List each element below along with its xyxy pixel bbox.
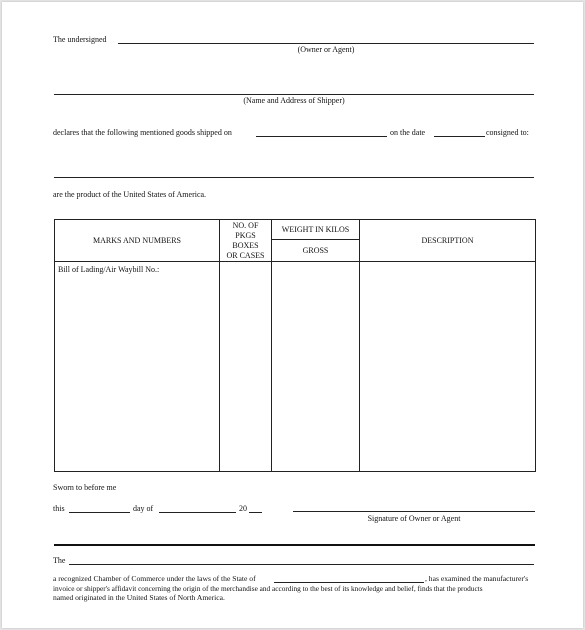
- undersigned-label: The undersigned: [53, 35, 107, 44]
- form-page: [2, 2, 583, 628]
- col-header-gross: GROSS: [272, 240, 360, 262]
- chamber-line-2: invoice or shipper's affidavit concerning the origin of the merchandise and according to the best of its knowledge and belief, finds that the products: [53, 584, 483, 593]
- section-divider: [54, 544, 535, 546]
- declares-label: declares that the following mentioned goods shipped on: [53, 128, 232, 137]
- chamber-line-3: named originated in the United States of North America.: [53, 593, 225, 602]
- chamber-line-1a: a recognized Chamber of Commerce under the laws of the State of: [53, 574, 256, 583]
- this-label: this: [53, 504, 65, 513]
- shipper-caption: (Name and Address of Shipper): [243, 96, 345, 105]
- pkgs-line-4: OR CASES: [226, 250, 265, 260]
- col-header-weight: WEIGHT IN KILOS: [272, 220, 360, 240]
- state-input-line[interactable]: [274, 582, 424, 583]
- signature-input-line[interactable]: [293, 511, 535, 512]
- owner-agent-caption: (Owner or Agent): [297, 45, 355, 54]
- sworn-label: Sworn to before me: [53, 483, 117, 492]
- undersigned-input-line[interactable]: [118, 43, 534, 44]
- consigned-label: consigned to:: [486, 128, 529, 137]
- shipped-on-input-line[interactable]: [256, 136, 387, 137]
- pkgs-cell[interactable]: [220, 262, 272, 472]
- signature-caption: Signature of Owner or Agent: [367, 514, 461, 523]
- the-label: The: [53, 556, 66, 565]
- shipper-input-line[interactable]: [54, 94, 534, 95]
- day-of-label: day of: [133, 504, 154, 513]
- year-prefix: 20: [239, 504, 247, 513]
- pkgs-line-1: NO. OF: [232, 220, 259, 230]
- product-statement: are the product of the United States of America.: [53, 190, 207, 199]
- month-input-line[interactable]: [159, 512, 236, 513]
- col-header-description: DESCRIPTION: [360, 220, 536, 262]
- col-header-marks: MARKS AND NUMBERS: [55, 220, 220, 262]
- bill-of-lading-label: Bill of Lading/Air Waybill No.:: [58, 265, 160, 274]
- chamber-name-input-line[interactable]: [69, 564, 534, 565]
- on-date-label: on the date: [390, 128, 426, 137]
- day-input-line[interactable]: [69, 512, 130, 513]
- marks-cell[interactable]: [55, 262, 220, 472]
- consignee-input-line[interactable]: [54, 177, 534, 178]
- description-cell[interactable]: [360, 262, 536, 472]
- pkgs-line-2: PKGS: [235, 230, 256, 240]
- pkgs-line-3: BOXES: [232, 240, 259, 250]
- year-input-line[interactable]: [249, 512, 262, 513]
- date-input-line[interactable]: [434, 136, 485, 137]
- goods-table: [54, 219, 536, 472]
- chamber-line-1b: , has examined the manufacturer's: [425, 574, 529, 583]
- col-header-pkgs: [220, 220, 272, 262]
- gross-cell[interactable]: [272, 262, 360, 472]
